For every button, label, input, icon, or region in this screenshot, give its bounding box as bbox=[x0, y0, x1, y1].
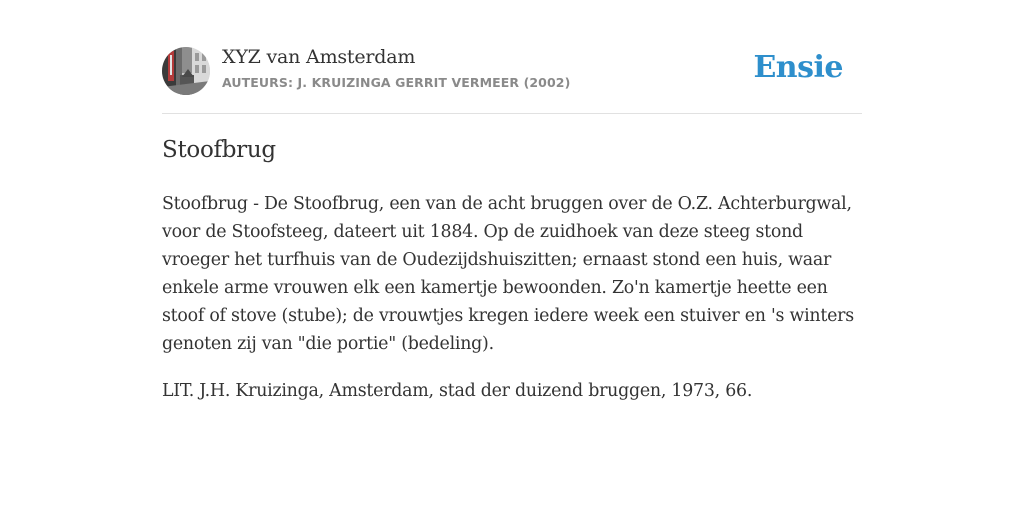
book-cover-image bbox=[162, 47, 210, 95]
entry-body-line: voor de Stoofsteeg, dateert uit 1884. Op de zuidhoek van deze steeg stond bbox=[162, 222, 803, 242]
entry-body bbox=[162, 190, 862, 358]
book-authors: AUTEURS: J. KRUIZINGA GERRIT VERMEER (2002) bbox=[222, 75, 571, 90]
book-cover-avatar[interactable] bbox=[162, 47, 210, 95]
entry-body-line: genoten zij van "die portie" (bedeling). bbox=[162, 334, 494, 354]
entry-body-line: Stoofbrug - De Stoofbrug, een van de acht bruggen over de O.Z. Achterburgwal, bbox=[162, 194, 852, 214]
entry-body-line: stoof of stove (stube); de vrouwtjes kregen iedere week een stuiver en 's winters bbox=[162, 306, 854, 326]
entry-body-line: enkele arme vrouwen elk een kamertje bewoonden. Zo'n kamertje heette een bbox=[162, 278, 828, 298]
page-content bbox=[162, 0, 862, 401]
entry-title: Stoofbrug bbox=[162, 137, 276, 163]
book-title[interactable]: XYZ van Amsterdam bbox=[222, 46, 416, 68]
entry-body-line: vroeger het turfhuis van de Oudezijdshuiszitten; ernaast stond een huis, waar bbox=[162, 250, 832, 270]
book-header bbox=[162, 0, 862, 114]
ensie-logo-link[interactable]: Ensie bbox=[753, 50, 843, 85]
entry-reference: LIT. J.H. Kruizinga, Amsterdam, stad der duizend bruggen, 1973, 66. bbox=[162, 381, 753, 401]
